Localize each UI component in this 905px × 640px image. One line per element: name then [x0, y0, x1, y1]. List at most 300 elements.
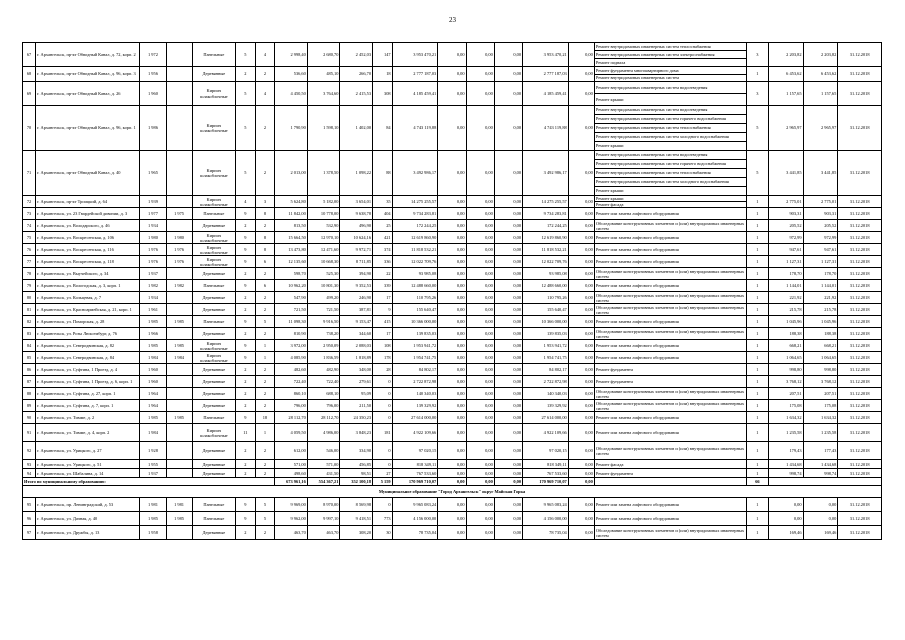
- cell-limit-cost: 221,92: [803, 292, 838, 304]
- cell-fund-owners: 139 835,03: [523, 328, 569, 340]
- cell-year-overhaul: [166, 364, 192, 376]
- cell-work-type: Обследование конструктивных элементов и (или) внутридомовых инженерных систем: [594, 292, 746, 304]
- table-row: [23, 82, 882, 94]
- cell-entrances: 5: [255, 498, 275, 512]
- cell-total-area: 10 962,20: [275, 280, 308, 292]
- cell-deadline: 31.12.2018: [838, 208, 882, 220]
- cell-cost-per-sqm: 1 045,96: [768, 316, 803, 328]
- cell-cost-per-sqm: 1 434,68: [768, 460, 803, 469]
- cell-year-built: 1 937: [140, 469, 166, 478]
- cell-floors: 5: [236, 151, 256, 196]
- cell-residents: 404: [373, 208, 393, 220]
- cell-work-type: Ремонт внутридомовых инженерных систем водоотведения: [594, 106, 746, 115]
- cell-total-area: 2 998,40: [275, 43, 308, 67]
- cell-cost-per-sqm: 3 441,85: [768, 151, 803, 196]
- cell-work-count: 1: [747, 328, 769, 340]
- cell-year-built: 1 964: [140, 400, 166, 412]
- cell-number: 73: [23, 208, 36, 220]
- cell-living-area: 2 950,09: [307, 340, 340, 352]
- cell-work-type: Ремонт фундамента: [594, 469, 746, 478]
- cell-work-count: 1: [747, 292, 769, 304]
- cell-deadline: 31.12.2018: [838, 442, 882, 460]
- cell-fund-fbr: 0,00: [438, 280, 466, 292]
- cell-fund-region: 0,00: [466, 316, 494, 328]
- cell-fund-region: 0,00: [466, 244, 494, 256]
- cell-entrances: 2: [255, 292, 275, 304]
- cell-unit-cost: 0,00: [568, 106, 594, 151]
- cell-floors: 9: [236, 316, 256, 328]
- cell-fund-fbr: 0,00: [438, 352, 466, 364]
- cell-total-area: 9 969,00: [275, 498, 308, 512]
- cell-work-type: Ремонт или замена лифтового оборудования: [594, 256, 746, 268]
- cell-residents: 0: [373, 376, 393, 388]
- cell-address: г. Архангельск, пр. Ленинградский, д. 53: [36, 498, 140, 512]
- cell-owned-area: 9 638,78: [340, 208, 373, 220]
- cell-year-overhaul: [166, 526, 192, 540]
- cell-wall-material: Деревянные: [192, 460, 235, 469]
- cell-living-area: 2 680,70: [307, 43, 340, 67]
- cell-residents: 308: [373, 82, 393, 106]
- total-label: Итого по муниципальному образованию:: [23, 478, 275, 486]
- cell-work-count: 1: [747, 460, 769, 469]
- cell-work-count: 1: [747, 424, 769, 442]
- cell-living-area: 28 112,70: [307, 412, 340, 424]
- cell-work-type: Ремонт внутридомовых инженерных систем теплоснабжения: [594, 124, 746, 133]
- cell-address: г. Архангельск, ул. Воскресенская, д. 106: [36, 232, 140, 244]
- cell-fund-owners: 4 922 109,66: [523, 424, 569, 442]
- cell-living-area: 738,20: [307, 328, 340, 340]
- cell-total-cost: 27 614 000,00: [392, 412, 438, 424]
- cell-cost-per-sqm: 998,74: [768, 469, 803, 478]
- cell-year-built: 1 985: [140, 412, 166, 424]
- cell-living-area: 688,10: [307, 388, 340, 400]
- cell-year-overhaul: [166, 388, 192, 400]
- cell-total-cost: 84 802,17: [392, 364, 438, 376]
- cell-owned-area: 95,09: [340, 388, 373, 400]
- cell-work-type: Обследование конструктивных элементов и (или) внутридомовых инженерных систем: [594, 526, 746, 540]
- cell-entrances: 2: [255, 151, 275, 196]
- cell-unit-cost: 0,00: [568, 498, 594, 512]
- cell-address: г. Архангельск, ул. Дачная, д. 40: [36, 512, 140, 526]
- cell-total-area: 3 972,00: [275, 340, 308, 352]
- table-row: [23, 400, 882, 412]
- cell-fund-owners: 767 533,60: [523, 469, 569, 478]
- cell-entrances: 18: [255, 412, 275, 424]
- cell-address: г. Архангельск, ул. Суфтина, 1 Проезд, д. 4: [36, 364, 140, 376]
- cell-year-overhaul: [166, 376, 192, 388]
- cell-unit-cost: 0,00: [568, 268, 594, 280]
- total-uc: 0,00: [568, 478, 594, 486]
- cell-fund-local: 0,00: [494, 376, 522, 388]
- cell-living-area: 525,30: [307, 268, 340, 280]
- cell-total-area: 1 790,90: [275, 106, 308, 151]
- cell-fund-region: 0,00: [466, 67, 494, 82]
- cell-fund-local: 0,00: [494, 151, 522, 196]
- cell-work-count: 1: [747, 244, 769, 256]
- cell-fund-fbr: 0,00: [438, 388, 466, 400]
- cell-work-type: Ремонт или замена лифтового оборудования: [594, 340, 746, 352]
- cell-cost-per-sqm: 2 775,01: [768, 196, 803, 208]
- cell-total-cost: 12 488 660,00: [392, 280, 438, 292]
- cell-entrances: 2: [255, 460, 275, 469]
- cell-residents: 35: [373, 196, 393, 208]
- cell-year-built: 1 985: [140, 512, 166, 526]
- cell-fund-fbr: 0,00: [438, 442, 466, 460]
- cell-entrances: 2: [255, 106, 275, 151]
- cell-deadline: 31.12.2018: [838, 498, 882, 512]
- cell-year-built: 1 965: [140, 151, 166, 196]
- cell-deadline: 31.12.2018: [838, 256, 882, 268]
- cell-wall-material: Деревянные: [192, 469, 235, 478]
- total-a2: 554 367,21: [307, 478, 340, 486]
- cell-fund-fbr: 0,00: [438, 328, 466, 340]
- cell-fund-local: 0,00: [494, 280, 522, 292]
- cell-fund-region: 0,00: [466, 352, 494, 364]
- cell-total-cost: 139 835,03: [392, 328, 438, 340]
- cell-cost-per-sqm: 178,70: [768, 268, 803, 280]
- cell-fund-owners: 4 185 459,41: [523, 82, 569, 106]
- cell-fund-owners: 1 954 741,75: [523, 352, 569, 364]
- cell-year-built: 1 982: [140, 280, 166, 292]
- total-res: 5 159: [373, 478, 393, 486]
- cell-address: г. Архангельск, ул. Красноармейская, д. 21, корп. 1: [36, 304, 140, 316]
- cell-fund-fbr: 0,00: [438, 460, 466, 469]
- cell-fund-owners: 9 965 083,24: [523, 498, 569, 512]
- cell-unit-cost: 0,00: [568, 151, 594, 196]
- cell-limit-cost: 1 235,58: [803, 424, 838, 442]
- cell-residents: 374: [373, 244, 393, 256]
- cell-number: 92: [23, 442, 36, 460]
- cell-year-built: 1 980: [140, 232, 166, 244]
- cell-work-type: Обследование конструктивных элементов и (или) внутридомовых инженерных систем: [594, 268, 746, 280]
- cell-fund-owners: 2 722 872,98: [523, 376, 569, 388]
- cell-residents: 22: [373, 268, 393, 280]
- cell-unit-cost: 0,00: [568, 328, 594, 340]
- cell-deadline: 31.12.2018: [838, 512, 882, 526]
- cell-living-area: 10 778,00: [307, 208, 340, 220]
- table-row: [23, 292, 882, 304]
- cell-fund-owners: 93 985,08: [523, 268, 569, 280]
- cell-fund-region: 0,00: [466, 442, 494, 460]
- cell-floors: 2: [236, 328, 256, 340]
- cell-deadline: 31.12.2018: [838, 43, 882, 67]
- cell-total-area: 15 664,50: [275, 232, 308, 244]
- cell-residents: 336: [373, 256, 393, 268]
- cell-total-cost: 4 185 459,41: [392, 82, 438, 106]
- cell-work-type: Ремонт или замена лифтового оборудования: [594, 316, 746, 328]
- cell-fund-local: 0,00: [494, 412, 522, 424]
- cell-floors: 11: [236, 424, 256, 442]
- cell-work-count: 1: [747, 352, 769, 364]
- cell-residents: 0: [373, 400, 393, 412]
- cell-floors: 2: [236, 442, 256, 460]
- cell-wall-material: Кирпич шлакоблочные: [192, 196, 235, 208]
- cell-work-count: 1: [747, 388, 769, 400]
- cell-owned-area: 9 153,47: [340, 316, 373, 328]
- cell-unit-cost: 0,00: [568, 232, 594, 244]
- cell-deadline: 31.12.2018: [838, 340, 882, 352]
- cell-fund-local: 0,00: [494, 244, 522, 256]
- section-header-row: [23, 486, 882, 498]
- table-row: [23, 232, 882, 244]
- cell-entrances: 2: [255, 400, 275, 412]
- cell-fund-fbr: 0,00: [438, 340, 466, 352]
- cell-address: г. Архангельск, ул. Суфтина, д. 27, корп. 1: [36, 388, 140, 400]
- cell-owned-area: 9 418,51: [340, 512, 373, 526]
- cell-cost-per-sqm: 947,61: [768, 244, 803, 256]
- cell-entrances: 6: [255, 256, 275, 268]
- cell-year-built: 1 939: [140, 196, 166, 208]
- cell-entrances: 2: [255, 67, 275, 82]
- cell-floors: 9: [236, 208, 256, 220]
- cell-address: г. Архангельск, ул. Урицкого, д. 27: [36, 442, 140, 460]
- cell-living-area: 796,00: [307, 400, 340, 412]
- total-own: 170 969 710,07: [523, 478, 569, 486]
- cell-owned-area: 9 972,71: [340, 244, 373, 256]
- cell-floors: 9: [236, 280, 256, 292]
- cell-deadline: 31.12.2018: [838, 232, 882, 244]
- cell-deadline: 31.12.2018: [838, 316, 882, 328]
- cell-work-type: Ремонт или замена лифтового оборудования: [594, 352, 746, 364]
- cell-work-count: 1: [747, 220, 769, 232]
- cell-unit-cost: 0,00: [568, 364, 594, 376]
- cell-total-area: 612,00: [275, 442, 308, 460]
- cell-wall-material: Кирпич шлакоблочные: [192, 352, 235, 364]
- table-row: [23, 460, 882, 469]
- cell-entrances: 2: [255, 220, 275, 232]
- cell-fund-local: 0,00: [494, 67, 522, 82]
- cell-deadline: 31.12.2018: [838, 376, 882, 388]
- cell-deadline: 31.12.2018: [838, 268, 882, 280]
- cell-fund-region: 0,00: [466, 424, 494, 442]
- cell-entrances: 2: [255, 376, 275, 388]
- table-row: [23, 106, 882, 115]
- cell-fund-local: 0,00: [494, 82, 522, 106]
- table-row: [23, 151, 882, 160]
- cell-living-area: 9 997,10: [307, 512, 340, 526]
- cell-address: г. Архангельск, пр-кт Обводный Канал, д. 96, корп. 3: [36, 67, 140, 82]
- cell-fund-local: 0,00: [494, 268, 522, 280]
- table-row: [23, 196, 882, 202]
- cell-fund-region: 0,00: [466, 208, 494, 220]
- cell-total-area: 796,00: [275, 400, 308, 412]
- cell-deadline: 31.12.2018: [838, 280, 882, 292]
- cell-residents: 415: [373, 316, 393, 328]
- cell-address: г. Архангельск, пр-кт Обводный Канал, д. 72, корп. 2: [36, 43, 140, 67]
- cell-work-type: Ремонт внутридомовых инженерных систем электроснабжения: [594, 51, 746, 59]
- cell-total-cost: 11 818 532,21: [392, 244, 438, 256]
- cell-living-area: 8 970,00: [307, 498, 340, 512]
- cell-deadline: 31.12.2018: [838, 460, 882, 469]
- cell-entrances: 2: [255, 304, 275, 316]
- cell-number: 84: [23, 340, 36, 352]
- cell-residents: 84: [373, 106, 393, 151]
- cell-fund-region: 0,00: [466, 498, 494, 512]
- cell-fund-owners: 140 340,03: [523, 388, 569, 400]
- cell-fund-fbr: 0,00: [438, 316, 466, 328]
- cell-fund-local: 0,00: [494, 208, 522, 220]
- cell-number: 94: [23, 469, 36, 478]
- cell-limit-cost: 1 144,01: [803, 280, 838, 292]
- cell-wall-material: Кирпич шлакоблочные: [192, 244, 235, 256]
- cell-wall-material: Панельные: [192, 512, 235, 526]
- cell-total-cost: 4 922 109,66: [392, 424, 438, 442]
- cell-entrances: 8: [255, 244, 275, 256]
- table-row: [23, 498, 882, 512]
- cell-fund-local: 0,00: [494, 460, 522, 469]
- cell-cost-per-sqm: 1 064,65: [768, 352, 803, 364]
- cell-owned-area: 9 352,53: [340, 280, 373, 292]
- table-row: [23, 388, 882, 400]
- cell-year-overhaul: [166, 151, 192, 196]
- cell-year-overhaul: [166, 328, 192, 340]
- cell-year-built: 1 977: [140, 208, 166, 220]
- cell-work-count: 1: [747, 280, 769, 292]
- cell-work-count: 1: [747, 208, 769, 220]
- cell-number: 83: [23, 328, 36, 340]
- cell-total-cost: 3 953 470,21: [392, 43, 438, 67]
- cell-residents: 88: [373, 151, 393, 196]
- total-a1: 673 961,16: [275, 478, 308, 486]
- cell-fund-local: 0,00: [494, 256, 522, 268]
- table-row: [23, 208, 882, 220]
- cell-fund-region: 0,00: [466, 43, 494, 67]
- cell-work-type: Ремонт внутридомовых инженерных систем холодного водоснабжения: [594, 178, 746, 187]
- cell-total-cost: 3 492 986,17: [392, 151, 438, 196]
- cell-limit-cost: 998,80: [803, 364, 838, 376]
- cell-address: г. Архангельск, ул. Дружбы, д. 13: [36, 526, 140, 540]
- cell-work-type: Ремонт или замена лифтового оборудования: [594, 244, 746, 256]
- cell-floors: 5: [236, 106, 256, 151]
- cell-unit-cost: 0,00: [568, 292, 594, 304]
- cell-floors: 9: [236, 256, 256, 268]
- cell-fund-region: 0,00: [466, 412, 494, 424]
- cell-fund-owners: 11 818 532,21: [523, 244, 569, 256]
- cell-number: 72: [23, 196, 36, 208]
- cell-work-count: 1: [747, 526, 769, 540]
- cell-entrances: 2: [255, 268, 275, 280]
- cell-total-area: 4 085,90: [275, 352, 308, 364]
- cell-fund-region: 0,00: [466, 280, 494, 292]
- cell-residents: 0: [373, 442, 393, 460]
- cell-total-area: 463,70: [275, 526, 308, 540]
- cell-work-count: 1: [747, 256, 769, 268]
- cell-fund-region: 0,00: [466, 292, 494, 304]
- cell-living-area: 12 970,10: [307, 232, 340, 244]
- cell-number: 89: [23, 400, 36, 412]
- cell-year-overhaul: 1 976: [166, 244, 192, 256]
- cell-work-type: Ремонт или замена лифтового оборудования: [594, 232, 746, 244]
- cell-cost-per-sqm: 207,51: [768, 388, 803, 400]
- cell-total-cost: 1 953 941,72: [392, 340, 438, 352]
- cell-entrances: 6: [255, 280, 275, 292]
- cell-residents: 27: [373, 469, 393, 478]
- cell-wall-material: Деревянные: [192, 304, 235, 316]
- cell-fund-fbr: 0,00: [438, 244, 466, 256]
- table-row: [23, 412, 882, 424]
- cell-number: 96: [23, 512, 36, 526]
- cell-floors: 2: [236, 376, 256, 388]
- cell-entrances: 8: [255, 208, 275, 220]
- cell-cost-per-sqm: 3 768,12: [768, 376, 803, 388]
- cell-year-built: 1 960: [140, 364, 166, 376]
- cell-limit-cost: 1 064,65: [803, 352, 838, 364]
- cell-fund-fbr: 0,00: [438, 412, 466, 424]
- total-empty: [768, 478, 881, 486]
- cell-total-area: 598,70: [275, 268, 308, 280]
- cell-fund-owners: 9 734 283,81: [523, 208, 569, 220]
- cell-owned-area: 1 818,89: [340, 352, 373, 364]
- cell-number: 86: [23, 364, 36, 376]
- cell-work-count: 1: [747, 67, 769, 82]
- cell-work-type: Ремонт внутридомовых инженерных систем водоотведения: [594, 82, 746, 94]
- cell-fund-fbr: 0,00: [438, 364, 466, 376]
- cell-deadline: 31.12.2018: [838, 526, 882, 540]
- cell-work-count: 1: [747, 376, 769, 388]
- cell-fund-owners: 12 022 709,76: [523, 256, 569, 268]
- cell-year-overhaul: 1 985: [166, 316, 192, 328]
- cell-unit-cost: 0,00: [568, 412, 594, 424]
- cell-residents: 0: [373, 460, 393, 469]
- cell-work-count: 1: [747, 498, 769, 512]
- cell-year-built: 1 986: [140, 106, 166, 151]
- cell-fund-region: 0,00: [466, 469, 494, 478]
- cell-address: г. Архангельск, ул. Володарского, д. 46: [36, 220, 140, 232]
- cell-year-built: 1 976: [140, 256, 166, 268]
- cell-work-type: Ремонт фундамента: [594, 364, 746, 376]
- cell-deadline: 31.12.2018: [838, 412, 882, 424]
- cell-wall-material: Кирпич шлакоблочные: [192, 82, 235, 106]
- table-row: [23, 442, 882, 460]
- cell-entrances: 5: [255, 512, 275, 526]
- cell-unit-cost: 0,00: [568, 512, 594, 526]
- cell-entrances: 4: [255, 82, 275, 106]
- cell-work-type: Обследование конструктивных элементов и (или) внутридомовых инженерных систем: [594, 304, 746, 316]
- cell-work-type: Ремонт фундамента: [594, 376, 746, 388]
- cell-cost-per-sqm: 2 203,82: [768, 43, 803, 67]
- cell-total-area: 536,60: [275, 67, 308, 82]
- cell-deadline: 31.12.2018: [838, 220, 882, 232]
- cell-unit-cost: 0,00: [568, 340, 594, 352]
- cell-number: 71: [23, 151, 36, 196]
- cell-number: 88: [23, 388, 36, 400]
- cell-number: 75: [23, 232, 36, 244]
- table-row: [23, 364, 882, 376]
- cell-year-built: 1 976: [140, 244, 166, 256]
- cell-fund-local: 0,00: [494, 220, 522, 232]
- cell-unit-cost: 0,00: [568, 280, 594, 292]
- cell-number: 90: [23, 412, 36, 424]
- cell-limit-cost: 972,99: [803, 232, 838, 244]
- cell-fund-owners: 155 640,47: [523, 304, 569, 316]
- cell-owned-area: 24 350,23: [340, 412, 373, 424]
- cell-floors: 2: [236, 268, 256, 280]
- cell-owned-area: 8 569,98: [340, 498, 373, 512]
- cell-year-built: 1 984: [140, 424, 166, 442]
- cell-address: г. Архангельск, пр-кт Обводный Канал, д. 26: [36, 82, 140, 106]
- cell-work-type: Обследование конструктивных элементов и (или) внутридомовых инженерных систем: [594, 220, 746, 232]
- cell-fund-region: 0,00: [466, 400, 494, 412]
- cell-year-overhaul: 1 985: [166, 512, 192, 526]
- cell-cost-per-sqm: 6 453,62: [768, 67, 803, 82]
- cell-floors: 2: [236, 469, 256, 478]
- cell-limit-cost: 1 634,32: [803, 412, 838, 424]
- cell-year-built: 1 985: [140, 316, 166, 328]
- cell-living-area: 10 668,30: [307, 256, 340, 268]
- cell-entrances: 4: [255, 43, 275, 67]
- cell-fund-region: 0,00: [466, 304, 494, 316]
- cell-entrances: 2: [255, 469, 275, 478]
